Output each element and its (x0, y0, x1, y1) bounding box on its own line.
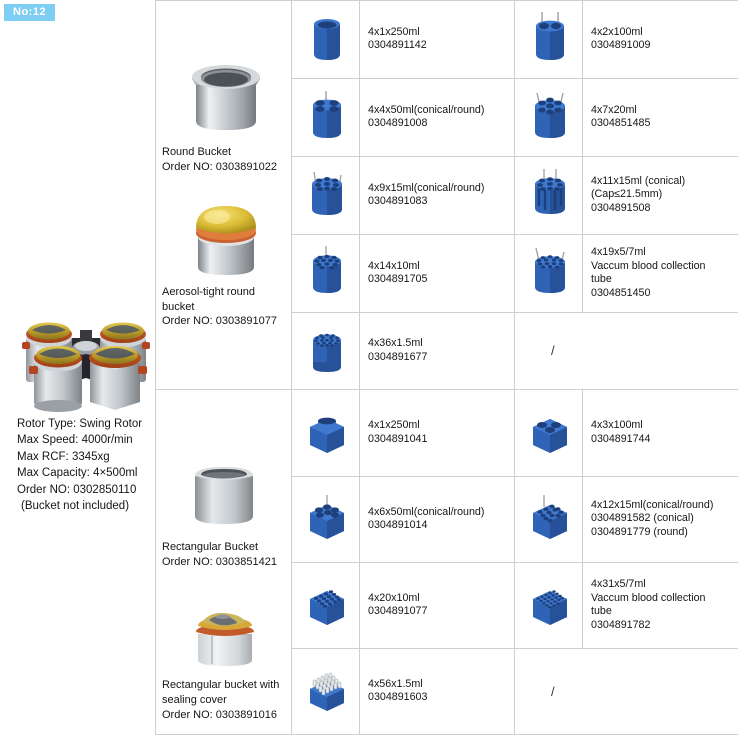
adapter-spec: 4x3x100ml (591, 419, 643, 432)
aerosol-bucket-caption (162, 285, 290, 329)
adapter-text (360, 182, 514, 209)
adapter-spec: 4x14x10ml (368, 259, 420, 272)
adapter-cell[interactable] (292, 649, 515, 734)
adapter-cell[interactable] (515, 1, 738, 78)
rect-adapter-1x250ml-icon (292, 390, 360, 475)
aerosol-bucket-name: Aerosol-tight round bucket (162, 286, 255, 313)
adapter-cell[interactable] (292, 563, 515, 648)
rotor-spec-type: Rotor Type: Swing Rotor (17, 418, 143, 430)
rect-seal-bucket-order-no: Order NO: 0303891016 (162, 708, 277, 721)
adapter-cell-empty (515, 649, 738, 734)
adapter-tube-desc-1: Vaccum blood collection (591, 591, 706, 604)
adapter-spec: 4x2x100ml (591, 25, 643, 38)
adapter-cell[interactable] (292, 1, 515, 78)
adapter-4x50ml-icon (292, 79, 360, 156)
adapter-row (292, 390, 738, 476)
rotor-spec-max-rcf: Max RCF: 3345xg (17, 450, 110, 463)
adapter-order-no: 0304891677 (368, 351, 428, 363)
rect-adapter-56x1-5ml-icon (292, 649, 360, 734)
rect-bucket-name: Rectangular Bucket (162, 541, 258, 554)
bucket-rectangular-sealing (162, 590, 290, 722)
adapter-text (360, 592, 514, 619)
round-bucket-caption (162, 145, 290, 174)
adapter-text (360, 260, 514, 287)
adapter-text (360, 337, 514, 364)
bucket-rectangular (162, 452, 290, 569)
rect-adapter-12x15ml-icon (515, 477, 583, 562)
adapter-spec: 4x31x5/7ml (591, 578, 646, 591)
rect-adapter-3x100ml-icon (515, 390, 583, 475)
adapter-order-no: 0304891142 (368, 39, 427, 52)
adapter-empty-placeholder: / (551, 343, 555, 359)
rect-bucket-caption (162, 540, 290, 569)
adapter-order-no: 0304891083 (368, 195, 428, 208)
adapter-tube-desc-1: Vaccum blood collection (591, 259, 706, 272)
adapter-order-no: 0304891008 (368, 117, 428, 130)
adapter-spec: 4x7x20ml (591, 103, 637, 116)
rotor-spec-max-speed: Max Speed: 4000r/min (17, 434, 133, 447)
adapter-row (292, 157, 738, 235)
adapter-spec: 4x4x50ml(conical/round) (368, 103, 485, 116)
adapter-spec: 4x1x250ml (368, 25, 420, 38)
adapter-cell[interactable] (515, 390, 738, 475)
rectangular-adapter-grid (292, 390, 738, 734)
adapter-cell[interactable] (292, 235, 515, 312)
round-bucket-order-no: Order NO: 0303891022 (162, 160, 277, 173)
adapter-cell[interactable] (292, 390, 515, 475)
adapter-row (292, 235, 738, 313)
adapter-19x5-7ml-icon (515, 235, 583, 312)
adapter-cell[interactable] (292, 477, 515, 562)
aerosol-tight-round-bucket-photo (162, 197, 290, 283)
adapter-2x100ml-icon (515, 1, 583, 78)
adapter-text (583, 246, 738, 300)
adapter-order-no: 0304891009 (591, 39, 651, 52)
adapter-order-no: 0304851485 (591, 117, 651, 130)
adapter-cell[interactable] (515, 235, 738, 312)
page-number-badge: No:12 (4, 4, 55, 21)
adapter-cell[interactable] (292, 157, 515, 234)
adapter-tube-desc-2: tube (591, 273, 612, 286)
adapter-cap-note: (Cap≤21.5mm) (591, 188, 663, 201)
adapter-order-no: 0304891782 (591, 618, 651, 631)
adapter-row (292, 79, 738, 157)
adapter-text (583, 419, 738, 446)
bucket-aerosol-tight-round (162, 197, 290, 329)
rotor-spec-max-capacity: Max Capacity: 4×500ml (17, 467, 138, 480)
section-rectangular-bucket (156, 390, 738, 735)
rotor-panel (0, 0, 155, 735)
adapter-spec: 4x19x5/7ml (591, 245, 646, 258)
adapter-order-no-round: 0304891779 (round) (591, 525, 688, 538)
round-bucket-photo (162, 57, 290, 143)
adapter-empty-placeholder: / (551, 683, 555, 699)
round-bucket-column (156, 1, 292, 389)
adapter-spec: 4x9x15ml(conical/round) (368, 181, 485, 194)
rect-adapter-6x50ml-icon (292, 477, 360, 562)
adapter-text (583, 578, 738, 632)
rectangular-bucket-photo (162, 452, 290, 538)
adapter-order-no-conical: 0304891582 (conical) (591, 512, 694, 525)
adapter-cell[interactable] (515, 477, 738, 562)
adapter-tube-desc-2: tube (591, 605, 612, 618)
adapter-row (292, 477, 738, 563)
adapter-order-no: 0304851450 (591, 286, 651, 299)
adapter-7x20ml-icon (515, 79, 583, 156)
rect-bucket-order-no: Order NO: 0303851421 (162, 556, 277, 569)
adapter-11x15ml-icon (515, 157, 583, 234)
adapter-text (360, 506, 514, 533)
adapter-spec: 4x1x250ml (368, 419, 420, 432)
rectangular-bucket-column (156, 390, 292, 734)
adapter-row (292, 563, 738, 649)
adapter-spec: 4x56x1.5ml (368, 677, 423, 690)
adapter-cell[interactable] (292, 313, 515, 390)
rotor-spec-order-no: Order NO: 0302850110 (17, 483, 137, 496)
adapter-order-no: 0304891705 (368, 273, 428, 286)
swing-rotor-photo (12, 300, 160, 412)
adapter-spec: 4x11x15ml (conical) (591, 174, 686, 187)
adapter-text (360, 419, 514, 446)
adapter-text (360, 26, 514, 53)
adapter-row (292, 313, 738, 390)
adapter-catalog-table (155, 0, 738, 735)
rect-adapter-31x5-7ml-icon (515, 563, 583, 648)
adapter-14x10ml-icon (292, 235, 360, 312)
adapter-order-no: 0304891603 (368, 691, 428, 704)
adapter-order-no: 0304891077 (368, 605, 428, 618)
adapter-order-no: 0304891744 (591, 433, 651, 446)
section-round-bucket (156, 1, 738, 390)
adapter-order-no: 0304891041 (368, 433, 428, 446)
adapter-spec: 4x6x50ml(conical/round) (368, 505, 485, 518)
adapter-spec: 4x12x15ml(conical/round) (591, 498, 714, 511)
rect-adapter-20x10ml-icon (292, 563, 360, 648)
adapter-cell[interactable] (515, 79, 738, 156)
adapter-1x250ml-icon (292, 1, 360, 78)
adapter-row (292, 1, 738, 79)
adapter-text (360, 678, 514, 705)
round-bucket-name: Round Bucket (162, 146, 232, 158)
round-adapter-grid (292, 1, 738, 389)
adapter-text (360, 104, 514, 131)
rotor-spec-note: (Bucket not included) (21, 500, 130, 513)
rect-seal-bucket-caption (162, 678, 290, 722)
adapter-order-no: 0304891014 (368, 519, 428, 532)
adapter-text (583, 499, 738, 540)
adapter-cell[interactable] (515, 157, 738, 234)
adapter-order-no: 0304891508 (591, 202, 651, 215)
adapter-text (583, 104, 738, 131)
adapter-9x15ml-icon (292, 157, 360, 234)
rectangular-bucket-sealing-cover-photo (162, 590, 290, 676)
adapter-text (583, 26, 738, 53)
adapter-cell[interactable] (515, 563, 738, 648)
rect-seal-bucket-name: Rectangular bucket with sealing cover (162, 679, 280, 707)
adapter-spec: 4x36x1.5ml (368, 337, 423, 350)
adapter-36x1-5ml-icon (292, 313, 360, 390)
adapter-cell[interactable] (292, 79, 515, 156)
bucket-round (162, 57, 290, 174)
adapter-cell-empty (515, 313, 738, 390)
adapter-text (583, 175, 738, 216)
aerosol-bucket-order-no: Order NO: 0303891077 (162, 315, 277, 328)
rotor-specifications (17, 416, 167, 514)
adapter-spec: 4x20x10ml (368, 591, 420, 604)
adapter-row (292, 649, 738, 734)
